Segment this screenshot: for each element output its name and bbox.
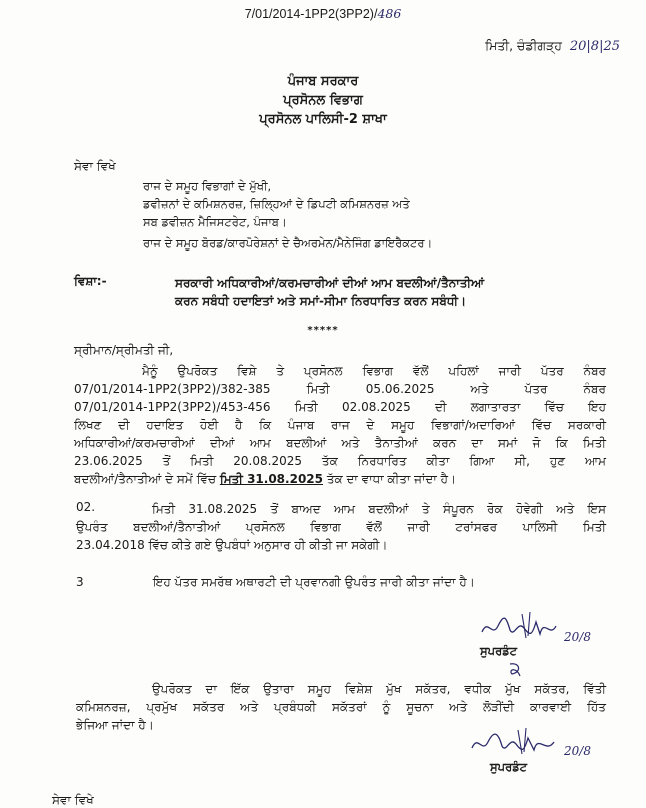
file-number bbox=[0, 6, 646, 21]
para1-last-post: ਤੱਕ ਦਾ ਵਾਧਾ ਕੀਤਾ ਜਾਂਦਾ ਹੈ। bbox=[323, 472, 457, 486]
para2-line: ਉਪਰੰਤ ਬਦਲੀਆਂ/ਤੈਨਾਤੀਆਂ ਪ੍ਰਸੋਨਲ ਵਿਭਾਗ ਵੱਲੋਂ ਜਾਰੀ ਟਰਾਂਸਫਰ ਪਾਲਿਸੀ ਮਿਤੀ bbox=[76, 520, 606, 534]
paragraph-2 bbox=[76, 500, 606, 554]
subject-line-1: ਸਰਕਾਰੀ ਅਧਿਕਾਰੀਆਂ/ਕਰਮਚਾਰੀਆਂ ਦੀਆਂ ਆਮ ਬਦਲੀਆਂ/ਤੈਨਾਤੀਆਂ bbox=[175, 276, 485, 290]
para2-line: ਮਿਤੀ 31.08.2025 ਤੋਂ ਬਾਅਦ ਆਮ ਬਦਲੀਆਂ ਤੇ ਸੰਪੂਰਨ ਰੋਕ ਹੋਵੇਗੀ ਅਤੇ ਇਸ bbox=[152, 502, 606, 516]
file-number-handwritten: 486 bbox=[377, 6, 402, 21]
sewa-vikhe: ਸੇਵਾ ਵਿਖੇ bbox=[74, 159, 116, 173]
para1-last-line bbox=[74, 470, 606, 488]
para1-line: 07/01/2014-1PP2(3PP2)/382-385 ਮਿਤੀ 05.06.2025 ਅਤੇ ਪੱਤਰ ਨੰਬਰ bbox=[74, 382, 606, 396]
addressee-3: ਸਬ ਡਵੀਜ਼ਨ ਮੈਜਿਸਟਰੇਟ, ਪੰਜਾਬ। bbox=[143, 215, 287, 229]
para2-number: 02. bbox=[76, 500, 96, 514]
separator-stars: ***** bbox=[307, 325, 339, 336]
subject-line-2: ਕਰਨ ਸਬੰਧੀ ਹਦਾਇਤਾਂ ਅਤੇ ਸਮਾਂ-ਸੀਮਾ ਨਿਰਧਾਰਿਤ ਕਰਨ ਸਬੰਧੀ। bbox=[175, 294, 467, 308]
addressee-2: ਡਵੀਜ਼ਨਾਂ ਦੇ ਕਮਿਸ਼ਨਰਜ਼, ਜ਼ਿਲ੍ਹਿਆਂ ਦੇ ਡਿਪਟੀ ਕਮਿਸ਼ਨਰਜ਼ ਅਤੇ bbox=[143, 197, 410, 211]
para1-line: ਮੈਨੂੰ ਉਪਰੋਕਤ ਵਿਸ਼ੇ ਤੇ ਪ੍ਰਸੋਨਲ ਵਿਭਾਗ ਵੱਲੋਂ ਪਹਿਲਾਂ ਜਾਰੀ ਪੱਤਰ ਨੰਬਰ bbox=[142, 364, 606, 378]
para1-line: ਲਿਖਣ ਦੀ ਹਦਾਇਤ ਹੋਈ ਹੈ ਕਿ ਪੰਜਾਬ ਰਾਜ ਦੇ ਸਮੂਹ ਵਿਭਾਗਾਂ/ਅਦਾਰਿਆਂ ਵਿੱਚ ਸਰਕਾਰੀ bbox=[74, 418, 606, 432]
subject bbox=[175, 274, 605, 310]
addressee-4: ਰਾਜ ਦੇ ਸਮੂਹ ਬੋਰਡ/ਕਾਰਪੋਰੇਸ਼ਨਾਂ ਦੇ ਚੈਅਰਮੇਨ/ਮੈਨੇਜਿੰਗ ਡਾਇਰੈਕਟਰ। bbox=[143, 236, 433, 250]
signature-2-date: 20/8 bbox=[564, 744, 591, 758]
subject-label: ਵਿਸ਼ਾ:- bbox=[74, 274, 107, 288]
date-value: 20|8|25 bbox=[569, 39, 620, 54]
paragraph-3: ਇਹ ਪੱਤਰ ਸਮਰੱਥ ਅਥਾਰਟੀ ਦੀ ਪ੍ਰਵਾਨਗੀ ਉਪਰੰਤ ਜਾਰੀ ਕੀਤਾ ਜਾਂਦਾ ਹੈ। bbox=[153, 575, 475, 589]
addressee-1: ਰਾਜ ਦੇ ਸਮੂਹ ਵਿਭਾਗਾਂ ਦੇ ਮੁੱਖੀ, bbox=[143, 179, 272, 193]
para1-line: ਅਧਿਕਾਰੀਆਂ/ਕਰਮਚਾਰੀਆਂ ਦੀਆਂ ਆਮ ਬਦਲੀਆਂ ਅਤੇ ਤੈਨਾਤੀਆਂ ਕਰਨ ਦਾ ਸਮਾਂ ਜੋ ਕਿ ਮਿਤੀ bbox=[74, 436, 606, 450]
para1-last-pre: ਬਦਲੀਆਂ/ਤੈਨਾਤੀਆਂ ਦੇ ਸਮੇਂ ਵਿੱਚ bbox=[74, 472, 220, 486]
header-government: ਪੰਜਾਬ ਸਰਕਾਰ bbox=[287, 74, 359, 89]
para2-line: 23.04.2018 ਵਿੱਚ ਕੀਤੇ ਗਏ ਉਪਬੰਧਾਂ ਅਨੁਸਾਰ ਹੀ ਕੀਤੀ ਜਾ ਸਕੇਗੀ। bbox=[76, 538, 388, 552]
next-sewa-vikhe-partial: ਸੇਵਾ ਵਿਖੇ bbox=[52, 793, 94, 807]
date-line bbox=[485, 38, 620, 54]
para4-line: ਉਪਰੋਕਤ ਦਾ ਇੱਕ ਉਤਾਰਾ ਸਮੂਹ ਵਿਸ਼ੇਸ਼ ਮੁੱਖ ਸਕੱਤਰ, ਵਧੀਕ ਮੁੱਖ ਸਕੱਤਰ, ਵਿੱਤੀ bbox=[152, 682, 606, 696]
para4-line: ਕਮਿਸ਼ਨਰਜ਼, ਪ੍ਰਮੁੱਖ ਸਕੱਤਰ ਅਤੇ ਪ੍ਰਬੰਧਕੀ ਸਕੱਤਰਾਂ ਨੂੰ ਸੂਚਨਾ ਅਤੇ ਲੋੜੀਂਦੀ ਕਾਰਵਾਈ ਹਿੱਤ bbox=[76, 700, 606, 714]
para1-line: 07/01/2014-1PP2(3PP2)/453-456 ਮਿਤੀ 02.08.2025 ਦੀ ਲਗਾਤਾਰਤਾ ਵਿੱਚ ਇਹ bbox=[74, 400, 606, 414]
signature-2-label: ਸੁਪਰਡੰਟ bbox=[490, 760, 528, 774]
header-department: ਪ੍ਰਸੋਨਲ ਵਿਭਾਗ bbox=[283, 93, 363, 108]
extended-date: ਮਿਤੀ 31.08.2025 bbox=[219, 472, 323, 486]
signature-block-1 bbox=[478, 608, 591, 658]
file-number-text: 7/01/2014-1PP2(3PP2)/ bbox=[244, 7, 378, 21]
signature-1-mark bbox=[506, 660, 526, 678]
para4-line: ਭੇਜਿਆ ਜਾਂਦਾ ਹੈ। bbox=[76, 718, 154, 732]
paragraph-1 bbox=[74, 362, 606, 488]
signature-1-label: ਸੁਪਰਡੰਟ bbox=[480, 644, 518, 658]
para1-line: 23.06.2025 ਤੋਂ ਮਿਤੀ 20.08.2025 ਤੱਕ ਨਿਰਧਾਰਿਤ ਕੀਤਾ ਗਿਆ ਸੀ, ਹੁਣ ਆਮ bbox=[74, 454, 606, 468]
salutation: ਸ੍ਰੀਮਾਨ/ਸ੍ਰੀਮਤੀ ਜੀ, bbox=[74, 343, 174, 357]
para3-number: 3 bbox=[76, 575, 84, 589]
date-label: ਮਿਤੀ, ਚੰਡੀਗੜ੍ਹ bbox=[485, 38, 562, 53]
signature-block-2 bbox=[468, 726, 591, 774]
signature-1-date: 20/8 bbox=[564, 630, 591, 644]
header-branch: ਪ੍ਰਸੋਨਲ ਪਾਲਿਸੀ-2 ਸ਼ਾਖਾ bbox=[259, 112, 387, 127]
